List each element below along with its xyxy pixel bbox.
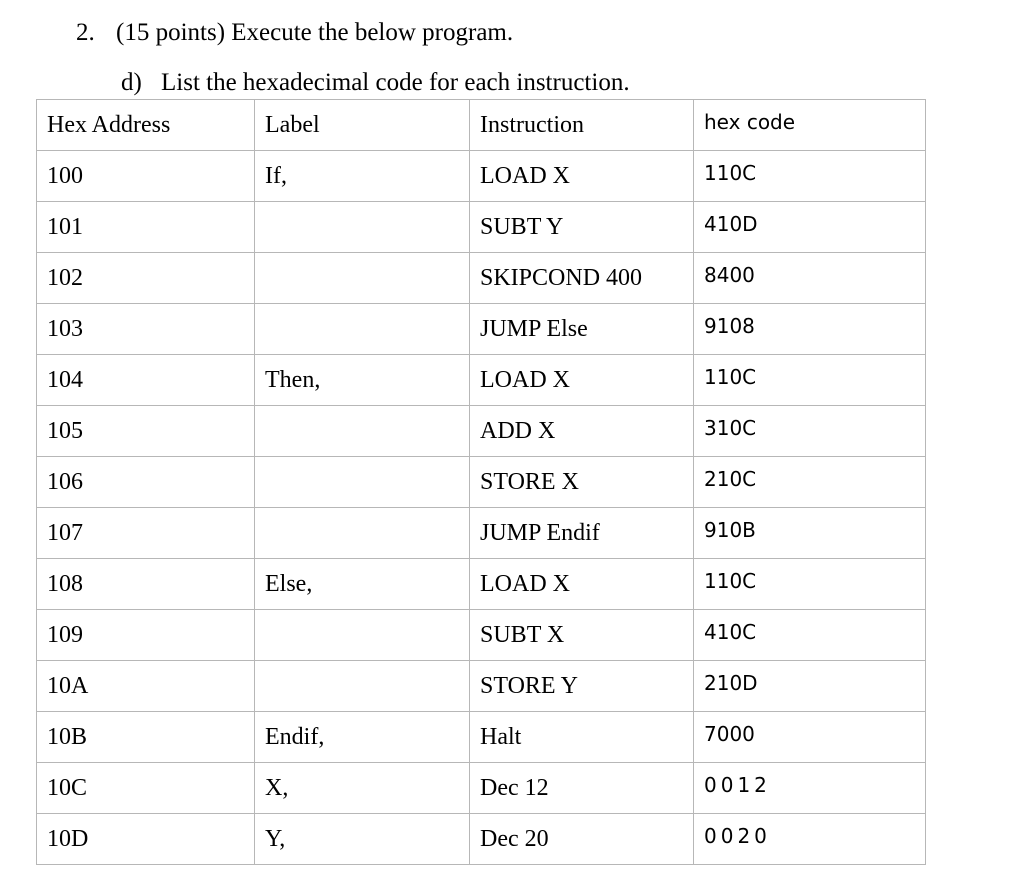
hex-code-table	[36, 99, 926, 865]
table-header-row	[37, 100, 926, 151]
question-heading	[76, 16, 513, 50]
cell-hex-code: 8400	[694, 253, 926, 304]
table-row	[37, 406, 926, 457]
cell-instruction: SKIPCOND 400	[470, 253, 694, 304]
cell-label	[255, 610, 470, 661]
table-row	[37, 814, 926, 865]
cell-label: Then,	[255, 355, 470, 406]
table-body	[37, 151, 926, 865]
cell-instruction: SUBT X	[470, 610, 694, 661]
cell-instruction: ADD X	[470, 406, 694, 457]
cell-hex-address: 103	[37, 304, 255, 355]
cell-instruction: JUMP Endif	[470, 508, 694, 559]
header-label: Label	[255, 100, 470, 151]
question-text: (15 points) Execute the below program.	[116, 19, 514, 46]
table-row	[37, 253, 926, 304]
cell-hex-code: 0012	[694, 763, 926, 814]
cell-instruction: JUMP Else	[470, 304, 694, 355]
cell-label: Y,	[255, 814, 470, 865]
cell-instruction: LOAD X	[470, 151, 694, 202]
cell-label: Endif,	[255, 712, 470, 763]
cell-hex-address: 10D	[37, 814, 255, 865]
cell-hex-code: 110C	[694, 355, 926, 406]
header-hex-code: hex code	[694, 100, 926, 151]
cell-hex-code: 410D	[694, 202, 926, 253]
cell-instruction: Dec 12	[470, 763, 694, 814]
cell-label: X,	[255, 763, 470, 814]
part-heading	[121, 66, 630, 100]
cell-hex-code: 410C	[694, 610, 926, 661]
table-row	[37, 712, 926, 763]
cell-hex-address: 102	[37, 253, 255, 304]
cell-label	[255, 406, 470, 457]
cell-hex-code: 9108	[694, 304, 926, 355]
cell-hex-address: 10C	[37, 763, 255, 814]
cell-label: If,	[255, 151, 470, 202]
cell-instruction: SUBT Y	[470, 202, 694, 253]
cell-hex-address: 108	[37, 559, 255, 610]
cell-label	[255, 253, 470, 304]
cell-hex-code: 7000	[694, 712, 926, 763]
table-row	[37, 457, 926, 508]
cell-hex-code: 210C	[694, 457, 926, 508]
cell-label	[255, 508, 470, 559]
table-row	[37, 559, 926, 610]
part-letter: d)	[121, 69, 142, 96]
cell-hex-address: 100	[37, 151, 255, 202]
cell-label	[255, 304, 470, 355]
cell-hex-code: 910B	[694, 508, 926, 559]
table-row	[37, 304, 926, 355]
table-row	[37, 661, 926, 712]
cell-hex-code: 0020	[694, 814, 926, 865]
cell-hex-code: 210D	[694, 661, 926, 712]
header-instruction: Instruction	[470, 100, 694, 151]
cell-label	[255, 202, 470, 253]
cell-instruction: Dec 20	[470, 814, 694, 865]
cell-instruction: STORE X	[470, 457, 694, 508]
cell-hex-address: 10B	[37, 712, 255, 763]
part-text: List the hexadecimal code for each instruction.	[161, 69, 630, 96]
cell-hex-code: 310C	[694, 406, 926, 457]
table-row	[37, 610, 926, 661]
cell-hex-code: 110C	[694, 559, 926, 610]
cell-instruction: Halt	[470, 712, 694, 763]
cell-hex-address: 10A	[37, 661, 255, 712]
table-row	[37, 355, 926, 406]
cell-instruction: STORE Y	[470, 661, 694, 712]
cell-hex-address: 104	[37, 355, 255, 406]
header-hex-address: Hex Address	[37, 100, 255, 151]
cell-hex-address: 101	[37, 202, 255, 253]
question-number: 2.	[76, 19, 95, 46]
cell-hex-code: 110C	[694, 151, 926, 202]
cell-hex-address: 106	[37, 457, 255, 508]
cell-instruction: LOAD X	[470, 559, 694, 610]
cell-instruction: LOAD X	[470, 355, 694, 406]
cell-hex-address: 109	[37, 610, 255, 661]
table-row	[37, 151, 926, 202]
cell-hex-address: 105	[37, 406, 255, 457]
cell-label	[255, 457, 470, 508]
table-row	[37, 508, 926, 559]
table-row	[37, 763, 926, 814]
cell-label: Else,	[255, 559, 470, 610]
cell-hex-address: 107	[37, 508, 255, 559]
table-row	[37, 202, 926, 253]
cell-label	[255, 661, 470, 712]
